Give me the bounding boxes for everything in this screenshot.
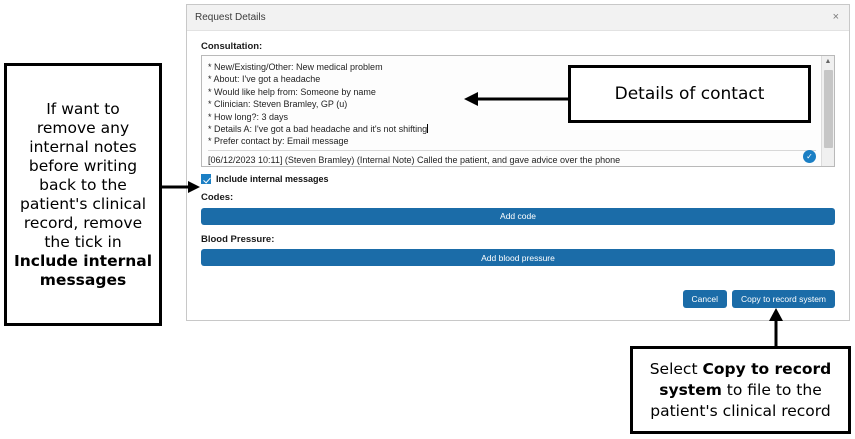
arrow-bottom-to-copy-button: [764, 306, 788, 350]
blood-pressure-label: Blood Pressure:: [201, 233, 275, 245]
annotation-left-bold: Include internal messages: [13, 251, 153, 289]
copy-to-record-system-button[interactable]: Copy to record system: [732, 290, 835, 308]
annotation-left-line6: patient's clinical: [19, 194, 146, 213]
consultation-line-with-caret: [208, 123, 816, 135]
scroll-up-icon[interactable]: ▲: [824, 58, 832, 65]
annotation-left-line7: record, remove: [23, 213, 143, 232]
text-caret: [427, 124, 428, 133]
saved-check-icon: ✓: [803, 150, 816, 163]
dialog-titlebar: [187, 5, 849, 31]
annotation-left-line4: before writing: [28, 156, 138, 175]
dialog-footer: [683, 290, 836, 308]
annotation-left: [4, 63, 162, 326]
arrow-left-to-checkbox: [160, 176, 202, 198]
add-blood-pressure-button[interactable]: Add blood pressure: [201, 249, 835, 266]
annotation-top: [568, 65, 811, 123]
consultation-scrollbar[interactable]: [821, 56, 834, 166]
annotation-left-line2: remove any: [36, 118, 130, 137]
dialog-title: Request Details: [195, 12, 266, 23]
add-code-button[interactable]: Add code: [201, 208, 835, 225]
include-internal-messages-row[interactable]: [201, 174, 835, 184]
consultation-line: * New/Existing/Other: New medical problem: [208, 62, 383, 72]
annotation-left-line5: back to the: [39, 175, 127, 194]
annotation-bottom: [630, 346, 851, 434]
internal-note-line: [06/12/2023 10:11] (Steven Bramley) (Internal Note) Called the patient, and gave advice over the phone: [208, 150, 816, 166]
consultation-label: Consultation:: [201, 41, 263, 52]
consultation-line-text: * Details A: I've got a bad headache and it's not shifting: [208, 124, 428, 135]
consultation-line: * How long?: 3 days: [208, 111, 289, 122]
annotation-bottom-pre: Select: [649, 359, 703, 378]
consultation-line: * Prefer contact by: Email message: [208, 136, 349, 147]
request-details-dialog: [186, 4, 850, 321]
annotation-left-line1: If want to: [46, 99, 120, 118]
annotation-left-line3: internal notes: [29, 137, 137, 156]
arrow-top-to-consultation: [462, 88, 570, 110]
consultation-line: * Clinician: Steven Bramley, GP (u): [208, 99, 348, 110]
include-internal-messages-label: Include internal messages: [216, 174, 329, 184]
annotation-bottom-bold: Copy to record system: [659, 359, 832, 399]
cancel-button[interactable]: Cancel: [683, 290, 727, 308]
consultation-line: * About: I've got a headache: [208, 74, 321, 85]
annotation-bottom-post: to file to the patient's clinical record: [650, 380, 831, 420]
annotation-top-text: Details of contact: [614, 84, 765, 104]
include-internal-messages-checkbox[interactable]: [201, 174, 211, 184]
annotation-left-line8: the tick in: [44, 232, 122, 251]
consultation-line: * Would like help from: Someone by name: [208, 86, 376, 97]
codes-label: Codes:: [201, 192, 234, 203]
scrollbar-thumb[interactable]: [824, 70, 833, 148]
close-icon[interactable]: ×: [832, 11, 839, 23]
